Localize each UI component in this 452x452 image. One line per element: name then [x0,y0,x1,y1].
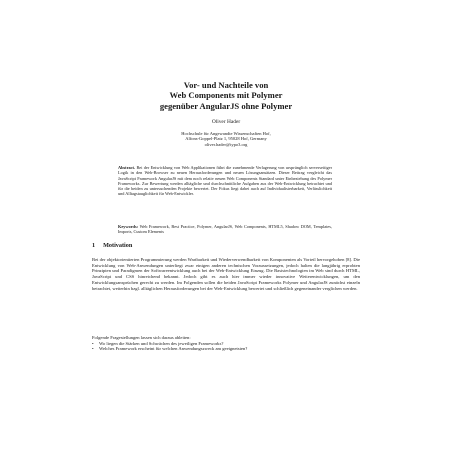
abstract-label: Abstract. [118,165,136,170]
author-name: Oliver Hader [211,119,241,125]
affiliation-line: Alfons-Goppel-Platz 1, 95028 Hof, Germany [185,136,267,142]
abstract-text: Bei der Entwicklung von Web Applikationen führt die zunehmende Verlagerung von ursprünglich serverseitiger Logik in den Web-Browser zu neuen Herausforderungen und neuen Lösungsansätzen. Dieser Beitrag vergleicht das JavaScript Framework AngularJS mit dem noch relativ neuen Web Components Standard unter Einbeziehung des Polymer Frameworks. Zur Bewertung werden alltägliche und durchschnittliche Aufgaben aus der Web-Entwicklung betrachtet und für die beiden zu untersuchenden Projekte bewertet. Der Fokus liegt dabei auch auf Individualisierbarkeit, Verlässlichkeit und Alltagstauglichkeit für Web-Entwickler. [118,165,333,197]
author-email: oliver.hader@typo3.org [204,141,248,147]
section-heading [92,242,132,250]
question-text: Welches Framework erscheint für welchen Anwendungszweck am geeignetsten? [99,346,248,352]
title-line: Vor- und Nachteile von [183,80,269,90]
question-text: Wo liegen die Stärken und Schwächen des jeweiligen Frameworks? [99,340,224,346]
title-line: Web Components mit Polymer [169,90,283,101]
section-number: 1 [92,242,96,249]
section-title: Motivation [103,242,133,249]
paper-title [0,80,452,111]
author-block [0,119,452,125]
keywords-text: Web Framework, Best Practice, Polymer, AngularJS, Web Components, HTML5, Shadow DOM, Templates, Imports, Custom Elements [118,224,333,235]
keywords [118,224,332,235]
bullet-icon: • [92,340,94,346]
questions-intro: Folgende Fragestellungen lassen sich daraus ableiten: [92,335,191,340]
title-line: gegenüber AngularJS ohne Polymer [159,100,293,111]
keywords-label: Keywords: [118,224,139,229]
affiliation-block [0,131,452,147]
questions-block [92,335,360,352]
bullet-icon: • [92,346,94,352]
questions-list [92,341,360,352]
section-paragraph: Bei der objektorientierten Programmierung werden Wartbarkeit und Wiederverwendbarkeit von Komponenten als Vorteil hervorgehoben [8]. Die Entwicklung von Web-Anwendungen unterliegt zwar einigen anderen technischen Voraussetzungen, jedoch halten die langjährig erprobten Prinzipien und Paradigmen der Softwareentwicklung auch bei der Web-Entwicklung Einzug. Die Basistechnologien im Web sind durch HTML, JavaScript und CSS hinreichend bekannt. Jedoch gibt es auch hier immer wieder innovative Weiterentwicklungen, um den Entwicklungsansprüchen gerecht zu werden. Im Folgenden sollen die beiden JavaScript Frameworks Polymer und AngularJS zunächst einzeln betrachtet, weiterhin bzgl. alltäglichen Herausforderungen bei der Web-Entwicklung bewertet und schließlich gegeneinander verglichen werden. [92,257,360,291]
abstract [118,165,332,197]
affiliation-line: Hochschule für Angewandte Wissenschaften Hof, [181,131,271,136]
list-item [92,346,360,352]
